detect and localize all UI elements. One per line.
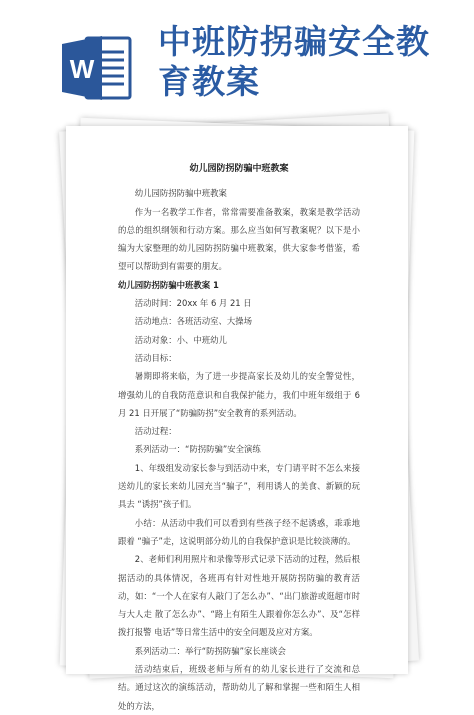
- banner-title: 中班防拐骗安全教育教案: [158, 22, 430, 101]
- paragraph: 系列活动一：“防拐防骗”安全演练: [134, 444, 261, 455]
- banner: [0, 0, 474, 128]
- paragraph: 活动结束后，班级老师与所有的幼儿家长进行了交流和总结。通过这次的演练活动，帮助幼儿了解和掌握一些和陌生人相处的方法，: [118, 664, 360, 711]
- paragraph: 活动时间：20xx 年 6 月 21 日: [134, 298, 252, 309]
- word-logo-letter: W: [69, 54, 95, 84]
- paragraph: 活动过程：: [134, 426, 177, 437]
- word-document-icon: [58, 30, 134, 106]
- paragraph: 活动对象：小、中班幼儿: [134, 334, 227, 345]
- paragraph: 活动目标：: [134, 352, 177, 363]
- paragraph: 1、年级组发动家长参与到活动中来，专门请平时不怎么来接送幼儿的家长来幼儿园充当“骗子”，利用诱人的美食、新颖的玩具去 “诱拐”孩子们。: [118, 462, 360, 510]
- paragraph: 作为一名教学工作者，常常需要准备教案，教案是教学活动的总的组织纲领和行动方案。那么应当如何写教案呢？以下是小编为大家整理的幼儿园防拐防骗中班教案，供大家参考借鉴，希望可以帮助到有需要的朋友。: [118, 206, 360, 272]
- paragraph: 2、老师们利用照片和录像等形式记录下活动的过程，然后根据活动的具体情况，各班再有针对性地开展防拐防骗的教育活动，如：“一个人在家有人敲门了怎么办”、“出门旅游或逛超市时与大人走 散了怎么办”、“路上有陌生人跟着你怎么办”、及“怎样拨打报警 电话”等日常生活中的安全问题及应对方案。: [118, 554, 360, 638]
- paragraph: 系列活动二：举行“防拐防骗”家长座谈会: [134, 645, 286, 656]
- document-paragraphs: [118, 184, 360, 715]
- document-title: 幼儿园防拐防骗中班教案: [189, 164, 289, 174]
- paragraph: 活动地点：各班活动室、大操场: [134, 316, 253, 327]
- paragraph: 暑期即将来临，为了进一步提高家长及幼儿的安全警觉性，增强幼儿的自我防范意识和自我保护能力，我们中班年级组于 6 月 21 日开展了“防骗防拐”安全教育的系列活动。: [118, 371, 360, 418]
- section-heading: 幼儿园防拐防骗中班教案 1: [118, 279, 219, 290]
- document-body: [118, 160, 360, 715]
- paragraph: 幼儿园防拐防骗中班教案: [134, 188, 227, 199]
- paragraph: 小结：从活动中我们可以看到有些孩子经不起诱惑，乖乖地跟着 “骗子”走，这说明部分幼儿的自我保护意识是比较淡薄的。: [118, 517, 360, 546]
